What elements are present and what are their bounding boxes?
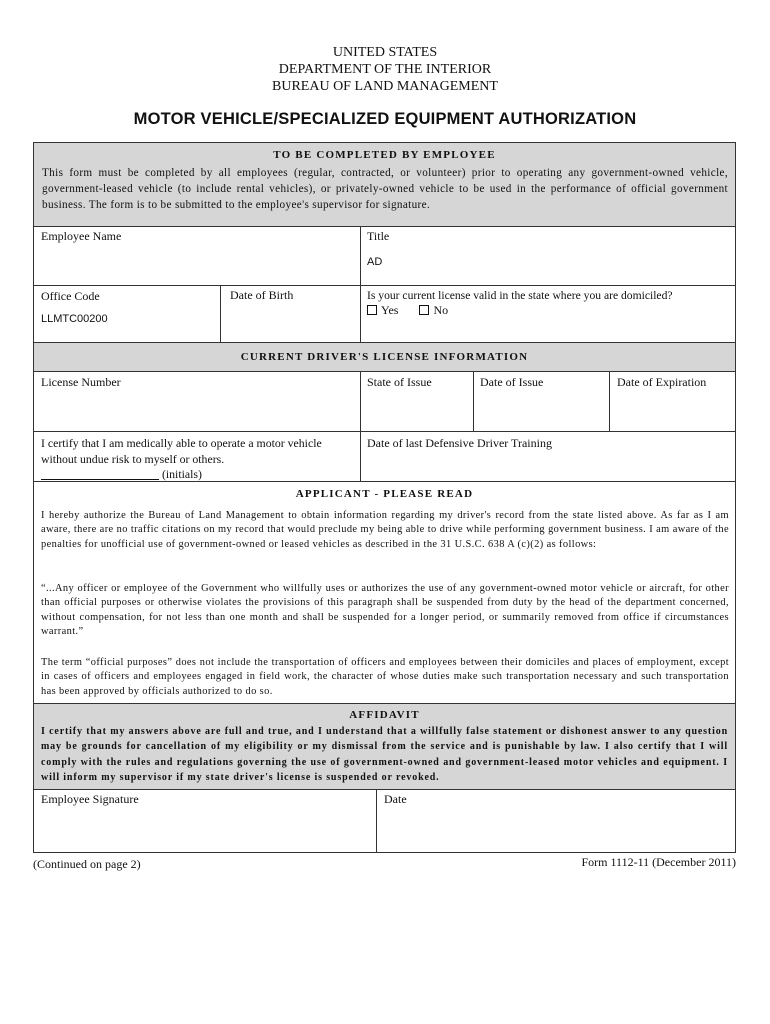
applicant-authorization-text: I hereby authorize the Bureau of Land Management to obtain information regarding my driver's record from the state listed above. As far as I am aware, there are no traffic citations on my record that would preclude my being able to drive while performing government business. I am aware of the penalties for unofficial use of government-owned or leased vehicles as described in the 31 U.S.C. 638 A (c)(2) as follows: xyxy=(41,510,729,550)
defensive-driver-label: Date of last Defensive Driver Training xyxy=(367,436,552,450)
agency-line-1: UNITED STATES xyxy=(332,45,438,60)
employee-name-label: Employee Name xyxy=(41,229,122,243)
date-of-expiration-label: Date of Expiration xyxy=(617,375,707,389)
employee-name-field[interactable] xyxy=(41,249,351,279)
signature-date-label: Date xyxy=(384,792,407,806)
no-label: No xyxy=(433,303,449,317)
medical-certify-line-1: I certify that I am medically able to operate a motor vehicle xyxy=(41,436,322,450)
dob-label: Date of Birth xyxy=(230,288,294,302)
medical-certify-line-2: without undue risk to myself or others. xyxy=(41,452,225,466)
office-code-label: Office Code xyxy=(41,289,100,303)
title-label: Title xyxy=(367,229,390,243)
dob-field[interactable] xyxy=(230,309,354,331)
signature-date-field[interactable] xyxy=(384,811,729,847)
license-valid-question: Is your current license valid in the state where you are domiciled? xyxy=(367,289,673,302)
office-code-field[interactable]: LLMTC00200 xyxy=(41,313,108,325)
employee-section xyxy=(34,143,735,226)
no-checkbox[interactable] xyxy=(419,303,448,317)
license-section-header xyxy=(34,343,735,371)
license-valid-options xyxy=(367,303,448,318)
form-title: MOTOR VEHICLE/SPECIALIZED EQUIPMENT AUTHORIZATION xyxy=(133,110,637,128)
agency-line-2: DEPARTMENT OF THE INTERIOR xyxy=(278,62,492,77)
checkbox-icon xyxy=(367,305,377,315)
affidavit-text: I certify that my answers above are full and true, and I understand that a willfully false statement or dishonest answer to any question may be grounds for cancellation of my eligibility or my dismissal from the service and is punishable by law. I also certify that I will comply with the rules and regulations governing the use of government-owned and government-leased motor vehicles and equipment. I will inform my supervisor if my state driver's license is suspended or revoked. xyxy=(41,726,728,784)
affidavit-section xyxy=(34,704,735,789)
employee-instructions: This form must be completed by all employees (regular, contracted, or volunteer) prior to operating any government-owned vehicle, government-leased vehicle (to include rental vehicles), or privately-owned vehicle to be used in the performance of official government business. The form is to be submitted to the employee's supervisor for signature. xyxy=(42,167,728,212)
initials-label: (initials) xyxy=(161,467,202,481)
checkbox-icon xyxy=(419,305,429,315)
state-of-issue-label: State of Issue xyxy=(367,375,432,389)
affidavit-heading: AFFIDAVIT xyxy=(349,709,420,721)
initials-field[interactable] xyxy=(41,479,159,480)
authorization-form xyxy=(33,142,736,853)
employee-section-heading: TO BE COMPLETED BY EMPLOYEE xyxy=(273,149,496,161)
form-number: Form 1112-11 (December 2011) xyxy=(581,855,736,869)
continued-note: (Continued on page 2) xyxy=(33,857,141,871)
date-of-issue-label: Date of Issue xyxy=(480,375,544,389)
employee-signature-field[interactable] xyxy=(41,811,371,847)
yes-label: Yes xyxy=(381,303,399,317)
license-section-heading: CURRENT DRIVER'S LICENSE INFORMATION xyxy=(240,351,529,363)
applicant-official-purposes: The term “official purposes” does not include the transportation of officers and employees between their domiciles and places of employment, except in cases of officers and employees engaged in field work, the character of whose duties make such transportation necessary and such transportation has been approved by officials authorized to do so. xyxy=(41,657,729,697)
license-number-label: License Number xyxy=(41,375,121,389)
applicant-statute-quote: “...Any officer or employee of the Government who willfully uses or authorizes the use of any government-owned motor vehicle or aircraft, for other than official purposes or otherwise violates the provisions of this paragraph shall be suspended from duty by the head of the department concerned, without compensation, for not less than one month and shall be suspended for a longer period, or summarily removed from office if circumstances warrant.” xyxy=(41,583,729,637)
employee-signature-label: Employee Signature xyxy=(41,792,139,806)
initials-line[interactable] xyxy=(41,467,202,482)
title-field[interactable]: AD xyxy=(367,256,383,268)
yes-checkbox[interactable] xyxy=(367,303,398,317)
agency-line-3: BUREAU OF LAND MANAGEMENT xyxy=(272,79,498,94)
applicant-heading: APPLICANT - PLEASE READ xyxy=(295,488,474,500)
